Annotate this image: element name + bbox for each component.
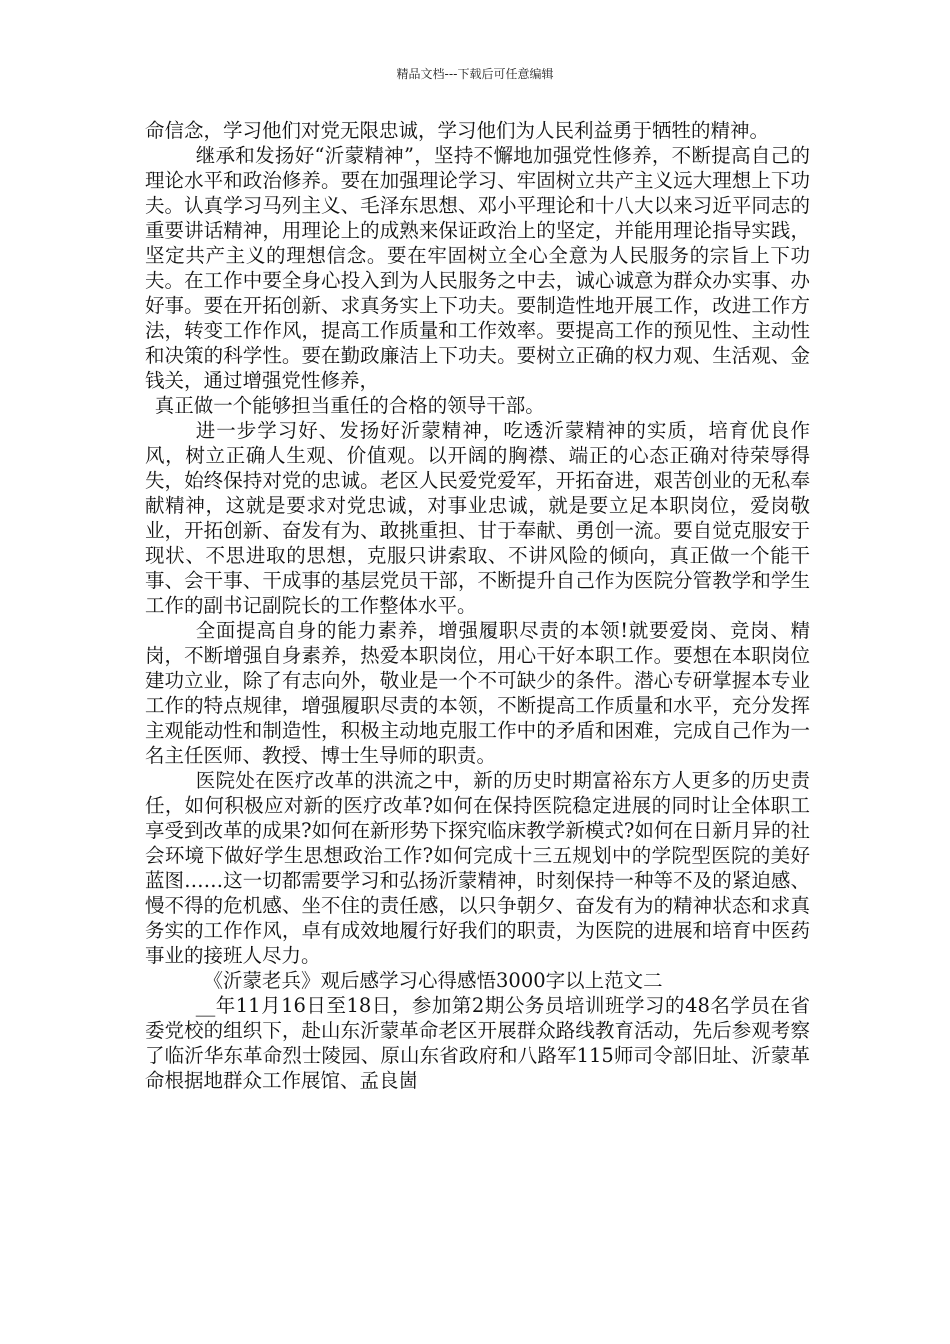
- paragraph: 全面提高自身的能力素养，增强履职尽责的本领!就要爱岗、竞岗、精岗，不断增强自身素养，热爱本职岗位，用心干好本职工作。要想在本职岗位建功立业，除了有志向外，敬业是一个不可缺少的条件。潜心专研掌握本专业工作的特点规律，增强履职尽责的本领，不断提高工作质量和水平，充分发挥主观能动性和制造性，积极主动地克服工作中的矛盾和困难，完成自己作为一名主任医师、教授、博士生导师的职责。: [145, 619, 810, 767]
- paragraph: 真正做一个能够担当重任的合格的领导干部。: [154, 394, 545, 417]
- paragraph: 进一步学习好、发扬好沂蒙精神，吃透沂蒙精神的实质，培育优良作风，树立正确人生观、价值观。以开阔的胸襟、端正的心态正确对待荣辱得失，始终保持对党的忠诚。老区人民爱党爱军，开拓奋进，艰苦创业的无私奉献精神，这就是要求对党忠诚，对事业忠诚，就是要立足本职岗位，爱岗敬业，开拓创新、奋发有为、敢挑重担、甘于奉献、勇创一流。要自觉克服安于现状、不思进取的思想，克服只讲索取、不讲风险的倾向，真正做一个能干事、会干事、干成事的基层党员干部，不断提升自己作为医院分管教学和学生工作的副书记副院长的工作整体水平。: [145, 419, 810, 617]
- paragraph: 医院处在医疗改革的洪流之中，新的历史时期富裕东方人更多的历史责任，如何积极应对新的医疗改革?如何在保持医院稳定进展的同时让全体职工享受到改革的成果?如何在新形势下探究临床教学新模式?如何在日新月异的社会环境下做好学生思想政治工作?如何完成十三五规划中的学院型医院的美好蓝图……这一切都需要学习和弘扬沂蒙精神，时刻保持一种等不及的紧迫感、慢不得的危机感、坐不住的责任感，以只争朝夕、奋发有为的精神状态和求真务实的工作作风，卓有成效地履行好我们的职责，为医院的进展和培育中医药事业的接班人尽力。: [145, 769, 810, 967]
- page-header: 精品文档---下载后可任意编辑: [396, 67, 554, 81]
- paragraph-continuation: 命信念，学习他们对党无限忠诚，学习他们为人民利益勇于牺牲的精神。: [145, 119, 770, 142]
- document-body: [145, 118, 810, 1093]
- paragraph: 继承和发扬好“沂蒙精神”，坚持不懈地加强党性修养，不断提高自己的理论水平和政治修养。要在加强理论学习、牢固树立共产主义远大理想上下功夫。认真学习马列主义、毛泽东思想、邓小平理论和十八大以来习近平同志的重要讲话精神，用理论上的成熟来保证政治上的坚定，并能用理论指导实践，坚定共产主义的理想信念。要在牢固树立全心全意为人民服务的宗旨上下功夫。在工作中要全身心投入到为人民服务之中去，诚心诚意为群众办实事、办好事。要在开拓创新、求真务实上下功夫。要制造性地开展工作，改进工作方法，转变工作作风，提高工作质量和工作效率。要提高工作的预见性、主动性和决策的科学性。要在勤政廉洁上下功夫。要树立正确的权力观、生活观、金钱关，通过增强党性修养，: [145, 144, 810, 392]
- paragraph: __年11月16日至18日，参加第2期公务员培训班学习的48名学员在省委党校的组织下，赴山东沂蒙革命老区开展群众路线教育活动，先后参观考察了临沂华东革命烈士陵园、原山东省政府和八路军115师司令部旧址、沂蒙革命根据地群众工作展馆、孟良崮: [145, 994, 810, 1092]
- section-title: 《沂蒙老兵》观后感学习心得感悟3000字以上范文二: [203, 969, 663, 992]
